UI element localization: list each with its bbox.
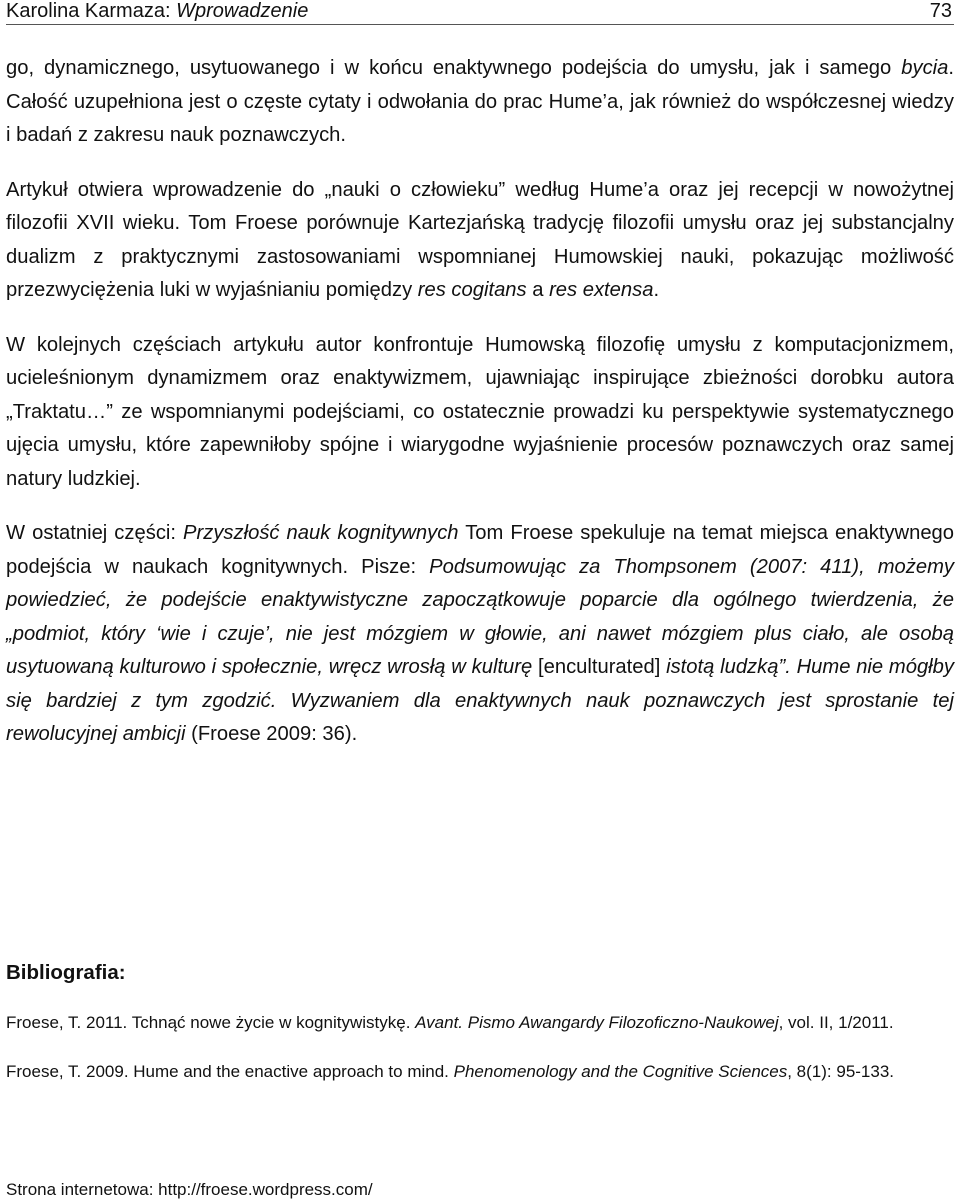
text-run: W kolejnych częściach artykułu autor konfrontuje Humowską filozofię umysłu z komputacjonizmem, ucieleśnionym dynamizmem oraz enaktywizmem, ujawniając inspirujące zbieżności dorobku autora „Traktatu…” ze wspomnianymi podejściami, co ostatecznie prowadzi ku perspektywie systematycznego ujęcia umysłu, które zapewniłoby spójne i wiarygodne wyjaśnienie procesów poznawczych oraz samej natury ludzkiej. — [6, 333, 954, 490]
main-text — [6, 52, 954, 773]
page-number: 73 — [929, 0, 952, 22]
paragraph — [6, 174, 954, 308]
text-run: Froese, T. 2009. Hume and the enactive approach to mind. — [6, 1062, 454, 1081]
paragraph — [6, 329, 954, 497]
text-run: . — [653, 279, 660, 301]
text-run: , vol. II, 1/2011. — [778, 1013, 894, 1032]
header-title — [6, 0, 308, 22]
text-run: , 8(1): 95-133. — [787, 1062, 895, 1081]
text-run: Froese, T. 2011. Tchnąć nowe życie w kognitywistykę. — [6, 1013, 416, 1032]
website-link[interactable]: Strona internetowa: http://froese.wordpress.com/ — [6, 1180, 373, 1199]
header-chapter-title: Wprowadzenie — [176, 0, 309, 22]
text-run: . Całość uzupełniona jest o częste cytaty i odwołania do prac Hume’a, jak również do współczesnej wiedzy i badań z zakresu nauk poznawczych. — [6, 57, 954, 146]
italic-text-run: res extensa — [549, 279, 654, 301]
text-run: [enculturated] — [538, 656, 661, 678]
text-run: a — [526, 279, 550, 301]
text-run: go, dynamicznego, usytuowanego i w końcu enaktywnego podejścia do umysłu, jak i samego — [6, 57, 902, 79]
text-run: W ostatniej części: — [6, 522, 184, 544]
text-run: Tom Froese spekuluje na temat miejsca enaktywnego podejścia w naukach kognitywnych. Pisze: — [6, 522, 955, 578]
bibliography-entry — [6, 1055, 954, 1089]
running-header — [6, 0, 954, 25]
italic-text-run: res cogitans — [417, 279, 527, 301]
paragraph — [6, 52, 954, 153]
bibliography-entry — [6, 1006, 954, 1040]
italic-text-run: bycia — [901, 57, 949, 79]
italic-text-run: istotą ludzką”. Hume nie mógłby się bardziej z tym zgodzić. Wyzwaniem dla enaktywnych nauk poznawczych jest sprostanie tej rewolucyjnej ambicji — [6, 656, 954, 745]
italic-text-run: Avant. Pismo Awangardy Filozoficzno-Naukowej — [415, 1013, 779, 1032]
paragraph — [6, 517, 954, 752]
italic-text-run: Phenomenology and the Cognitive Sciences — [453, 1062, 788, 1081]
bibliography-heading: Bibliografia: — [6, 961, 126, 984]
text-run: (Froese 2009: 36). — [185, 723, 358, 745]
header-author: Karolina Karmaza: — [6, 0, 177, 22]
text-run: Artykuł otwiera wprowadzenie do „nauki o człowieku” według Hume’a oraz jej recepcji w nowożytnej filozofii XVII wieku. Tom Froese porównuje Kartezjańską tradycję filozofii umysłu oraz jej substancjalny dualizm z praktycznymi zastosowaniami wspomnianej Humowskiej nauki, pokazując możliwość przezwyciężenia luki w wyjaśnianiu pomiędzy — [6, 178, 954, 301]
italic-text-run: Podsumowując za Thompsonem (2007: 411), możemy powiedzieć, że podejście enaktywistyczne zapoczątkowuje poparcie dla ogólnego twierdzenia, że „podmiot, który ‘wie i czuje’, nie jest mózgiem w głowie, ani nawet mózgiem plus ciało, ale osobą usytuowaną kulturowo i społecznie, wręcz wrosłą w kulturę — [6, 555, 954, 678]
italic-text-run: Przyszłość nauk kognitywnych — [183, 522, 459, 544]
bibliography-list — [6, 1006, 954, 1104]
